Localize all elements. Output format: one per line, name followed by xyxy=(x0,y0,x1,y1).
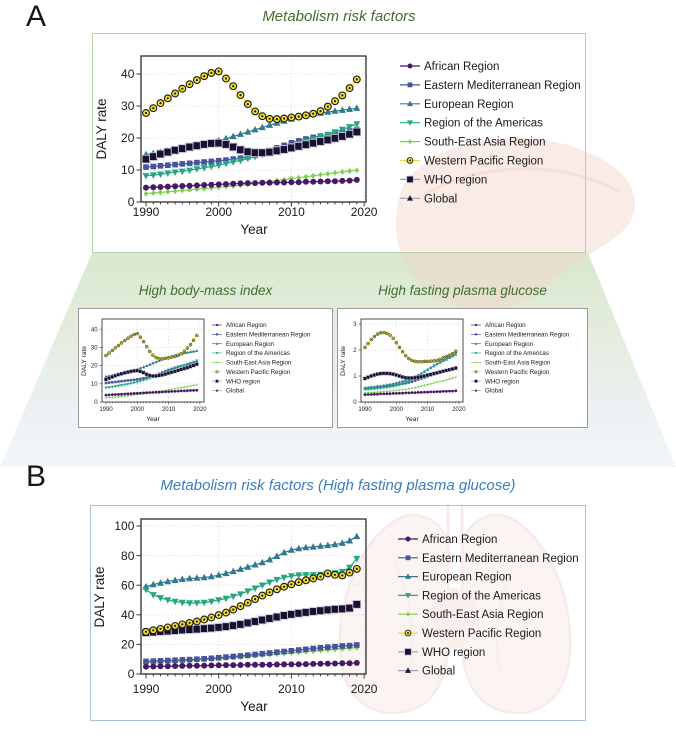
legend-item xyxy=(398,590,541,602)
y-axis-title: DALY rate xyxy=(94,98,109,160)
svg-text:African Region: African Region xyxy=(226,322,267,330)
svg-text:WHO region: WHO region xyxy=(424,174,488,187)
svg-text:0: 0 xyxy=(127,667,135,682)
x-axis-title: Year xyxy=(240,222,268,237)
chart-canvas xyxy=(338,309,589,429)
legend-item xyxy=(471,378,520,385)
y-axis-title: DALY rate xyxy=(81,346,88,376)
svg-text:African Region: African Region xyxy=(422,534,498,546)
series-european-region xyxy=(143,533,361,590)
svg-text:WHO region: WHO region xyxy=(485,378,520,386)
svg-text:2000: 2000 xyxy=(130,407,144,413)
legend-item xyxy=(471,322,526,329)
bmi-subpanel-title: High body-mass index xyxy=(138,283,273,298)
svg-text:European Region: European Region xyxy=(485,340,534,348)
series-african-region xyxy=(105,389,199,397)
svg-text:2: 2 xyxy=(353,348,357,355)
legend-item xyxy=(471,341,534,348)
tick-labels xyxy=(121,67,378,219)
tick-labels xyxy=(353,322,466,413)
legend-item xyxy=(471,350,549,357)
svg-text:2010: 2010 xyxy=(278,205,305,219)
y-axis-title: DALY rate xyxy=(340,346,347,376)
svg-text:Region of the Americas: Region of the Americas xyxy=(485,350,549,358)
metabolism-all-chart xyxy=(93,34,585,252)
legend-item xyxy=(400,156,543,168)
svg-text:1: 1 xyxy=(353,374,357,381)
series-who-region xyxy=(363,366,457,380)
svg-text:10: 10 xyxy=(121,163,135,178)
svg-text:Region of the Americas: Region of the Americas xyxy=(424,117,543,130)
fpg-subpanel-title: High fasting plasma glucose xyxy=(378,283,547,298)
svg-text:Global: Global xyxy=(422,665,456,678)
legend-item xyxy=(398,628,541,640)
svg-text:Global: Global xyxy=(424,193,458,206)
y-axis-title: DALY rate xyxy=(92,566,107,628)
high-fpg-chart xyxy=(338,309,587,427)
legend-item xyxy=(398,572,512,584)
svg-text:Western Pacific Region: Western Pacific Region xyxy=(424,155,544,168)
panel-b-label: B xyxy=(26,460,47,493)
panel-a-box xyxy=(92,33,586,253)
svg-text:2020: 2020 xyxy=(193,407,207,413)
bmi-subpanel-box xyxy=(78,308,333,428)
legend-item xyxy=(212,369,291,376)
legend-item xyxy=(212,322,267,329)
svg-text:European Region: European Region xyxy=(226,340,275,348)
svg-text:2010: 2010 xyxy=(278,682,305,696)
legend-item xyxy=(471,388,503,395)
legend-item xyxy=(212,378,261,385)
chart-canvas xyxy=(91,506,587,722)
svg-text:2010: 2010 xyxy=(420,407,435,413)
svg-text:1990: 1990 xyxy=(132,205,160,219)
svg-text:80: 80 xyxy=(121,548,135,563)
legend-item xyxy=(400,174,487,186)
svg-text:0: 0 xyxy=(353,400,357,407)
fpg-subpanel-box xyxy=(337,308,588,428)
svg-text:Western Pacific Region: Western Pacific Region xyxy=(226,369,291,376)
svg-text:60: 60 xyxy=(121,578,135,593)
legend-item xyxy=(471,360,551,367)
svg-text:Eastern Mediterranean Region: Eastern Mediterranean Region xyxy=(424,79,581,92)
svg-text:Global: Global xyxy=(485,387,503,395)
legend-item xyxy=(212,332,311,339)
svg-text:100: 100 xyxy=(114,519,135,534)
svg-text:2020: 2020 xyxy=(452,407,466,413)
svg-text:2020: 2020 xyxy=(350,205,378,219)
svg-text:30: 30 xyxy=(121,99,135,114)
legend-item xyxy=(398,534,497,546)
legend-item xyxy=(400,61,499,73)
legend-item xyxy=(400,118,543,130)
high-bmi-chart xyxy=(79,309,332,427)
svg-text:Western Pacific Region: Western Pacific Region xyxy=(485,369,550,376)
panel-a-label: A xyxy=(26,0,47,33)
legend-item xyxy=(212,341,275,348)
svg-text:0: 0 xyxy=(94,400,98,407)
legend-item xyxy=(400,193,457,205)
svg-text:African Region: African Region xyxy=(485,322,526,330)
x-axis-title: Year xyxy=(405,416,419,423)
svg-text:20: 20 xyxy=(121,131,135,146)
legend-item xyxy=(212,360,292,367)
panel-b-box xyxy=(90,505,586,721)
svg-text:2010: 2010 xyxy=(161,407,176,413)
svg-text:European Region: European Region xyxy=(424,98,514,111)
svg-text:WHO region: WHO region xyxy=(422,646,486,659)
svg-text:3: 3 xyxy=(353,322,357,329)
svg-text:2020: 2020 xyxy=(350,682,378,696)
metabolism-fpg-chart xyxy=(91,506,585,720)
legend-item xyxy=(400,99,514,111)
chart-canvas xyxy=(79,309,334,429)
svg-text:1990: 1990 xyxy=(132,682,160,696)
svg-text:20: 20 xyxy=(90,363,98,370)
svg-text:European Region: European Region xyxy=(422,571,512,584)
svg-text:40: 40 xyxy=(121,608,135,622)
svg-text:1990: 1990 xyxy=(99,407,113,413)
legend-item xyxy=(212,388,244,395)
panel-b-title: Metabolism risk factors (High fasting plasma glucose) xyxy=(160,477,516,494)
svg-text:2000: 2000 xyxy=(205,205,233,219)
svg-text:African Region: African Region xyxy=(424,61,500,73)
legend-item xyxy=(212,350,290,357)
svg-text:Region of the Americas: Region of the Americas xyxy=(422,590,541,603)
series-western-pacific-region xyxy=(364,331,458,363)
svg-text:Western Pacific Region: Western Pacific Region xyxy=(422,628,542,640)
x-axis-title: Year xyxy=(146,416,160,423)
legend-item xyxy=(398,647,485,659)
legend-item xyxy=(471,332,570,339)
chart-legend xyxy=(398,534,579,678)
svg-text:Region of the Americas: Region of the Americas xyxy=(226,350,290,358)
svg-text:Eastern Mediterranean Region: Eastern Mediterranean Region xyxy=(226,331,311,339)
chart-legend xyxy=(471,322,570,395)
svg-text:40: 40 xyxy=(90,327,98,334)
svg-text:2000: 2000 xyxy=(205,682,233,696)
legend-item xyxy=(398,666,455,678)
svg-text:Global: Global xyxy=(226,387,244,395)
svg-text:South-East Asia Region: South-East Asia Region xyxy=(422,609,544,622)
chart-canvas xyxy=(93,34,587,254)
svg-text:WHO region: WHO region xyxy=(226,378,261,386)
svg-text:0: 0 xyxy=(127,195,135,210)
gridlines xyxy=(102,319,204,402)
legend-item xyxy=(400,137,545,149)
legend-item xyxy=(398,609,543,621)
panel-a-title: Metabolism risk factors xyxy=(262,8,416,25)
x-axis-title: Year xyxy=(240,699,268,714)
chart-legend xyxy=(212,322,311,395)
series-who-region xyxy=(142,601,361,637)
svg-text:20: 20 xyxy=(121,637,135,652)
legend-item xyxy=(471,369,550,376)
legend-item xyxy=(400,80,581,92)
svg-text:Eastern Mediterranean Region: Eastern Mediterranean Region xyxy=(485,331,570,339)
tick-labels xyxy=(91,327,207,413)
svg-text:40: 40 xyxy=(121,67,135,82)
series-western-pacific-region xyxy=(105,332,199,360)
svg-text:South-East Asia Region: South-East Asia Region xyxy=(424,136,546,149)
chart-legend xyxy=(400,61,581,205)
svg-text:2000: 2000 xyxy=(389,407,403,413)
svg-text:South-East Asia Region: South-East Asia Region xyxy=(485,359,551,367)
legend-item xyxy=(398,553,579,565)
svg-text:1990: 1990 xyxy=(358,407,372,413)
svg-text:30: 30 xyxy=(90,345,98,352)
svg-text:Eastern Mediterranean Region: Eastern Mediterranean Region xyxy=(422,552,579,565)
svg-text:South-East Asia Region: South-East Asia Region xyxy=(226,359,292,367)
svg-text:10: 10 xyxy=(90,381,98,388)
plot-frame xyxy=(102,319,204,402)
